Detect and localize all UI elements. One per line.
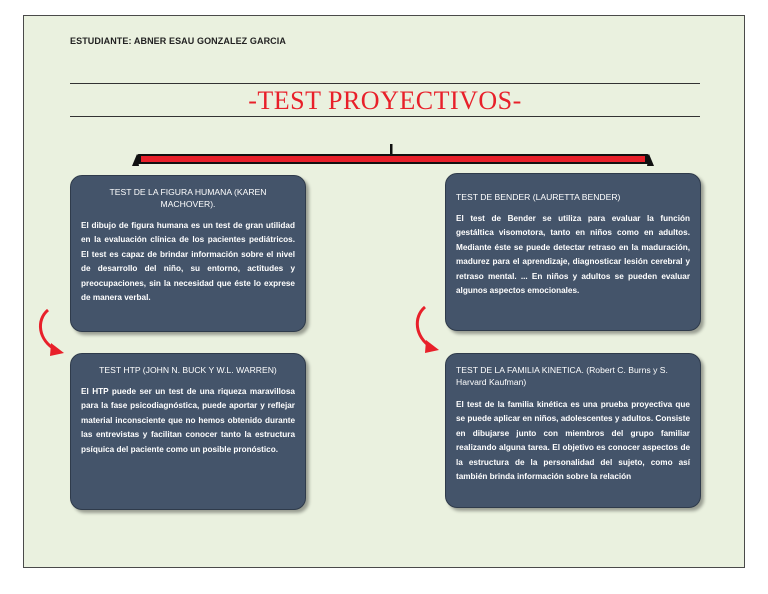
card-familia-kinetica — [445, 353, 701, 508]
student-name: ESTUDIANTE: ABNER ESAU GONZALEZ GARCIA — [70, 36, 286, 46]
card-heading: TEST DE LA FIGURA HUMANA (KAREN MACHOVER). — [109, 187, 267, 209]
card-body: El test de la familia kinética es una prueba proyectiva que se puede aplicar en niños, adolescentes y adultos. Consiste en dibujarse junto con miembros del grupo familiar realizando alguna tarea. El objetivo es conocer aspectos de la estructura de la personalidad del sujeto, como así también brinda información sobre la relación — [456, 400, 690, 482]
bracket-connector — [24, 16, 746, 176]
document-page — [23, 15, 745, 568]
card-htp — [70, 353, 306, 510]
card-body: El HTP puede ser un test de una riqueza maravillosa para la fase psicodiagnóstica, puede aportar y reflejar material inconsciente que no hemos obtenido durante las entrevistas y facilitan conocer tanto la estructura psíquica del paciente como un posible pronóstico. — [81, 387, 295, 454]
page-title: -TEST PROYECTIVOS- — [248, 86, 522, 115]
card-heading: TEST DE BENDER (LAURETTA BENDER) — [456, 192, 621, 202]
card-heading: TEST HTP (JOHN N. BUCK Y W.L. WARREN) — [99, 365, 277, 375]
card-figura-humana — [70, 175, 306, 332]
curved-arrow-left-icon — [34, 306, 70, 366]
curved-arrow-right-icon — [409, 303, 445, 363]
card-body: El test de Bender se utiliza para evaluar la función gestáltica visomotora, tanto en niños como en adultos. Mediante éste se puede detectar retraso en la maduración, madurez para el aprendizaje, diagnosticar lesión cerebral y retraso mental. ... En niños y adultos se pueden evaluar algunos aspectos emocionales. — [456, 214, 690, 296]
card-bender — [445, 173, 701, 331]
card-heading: TEST DE LA FAMILIA KINETICA. (Robert C. Burns y S. Harvard Kaufman) — [456, 365, 668, 387]
card-body: El dibujo de figura humana es un test de gran utilidad en la evaluación clínica de los pacientes pediátricos. El test es capaz de brindar información sobre el nivel de desarrollo del niño, su entorno, actitudes y preocupaciones, sin la necesidad que éste lo exprese de manera verbal. — [81, 221, 295, 303]
